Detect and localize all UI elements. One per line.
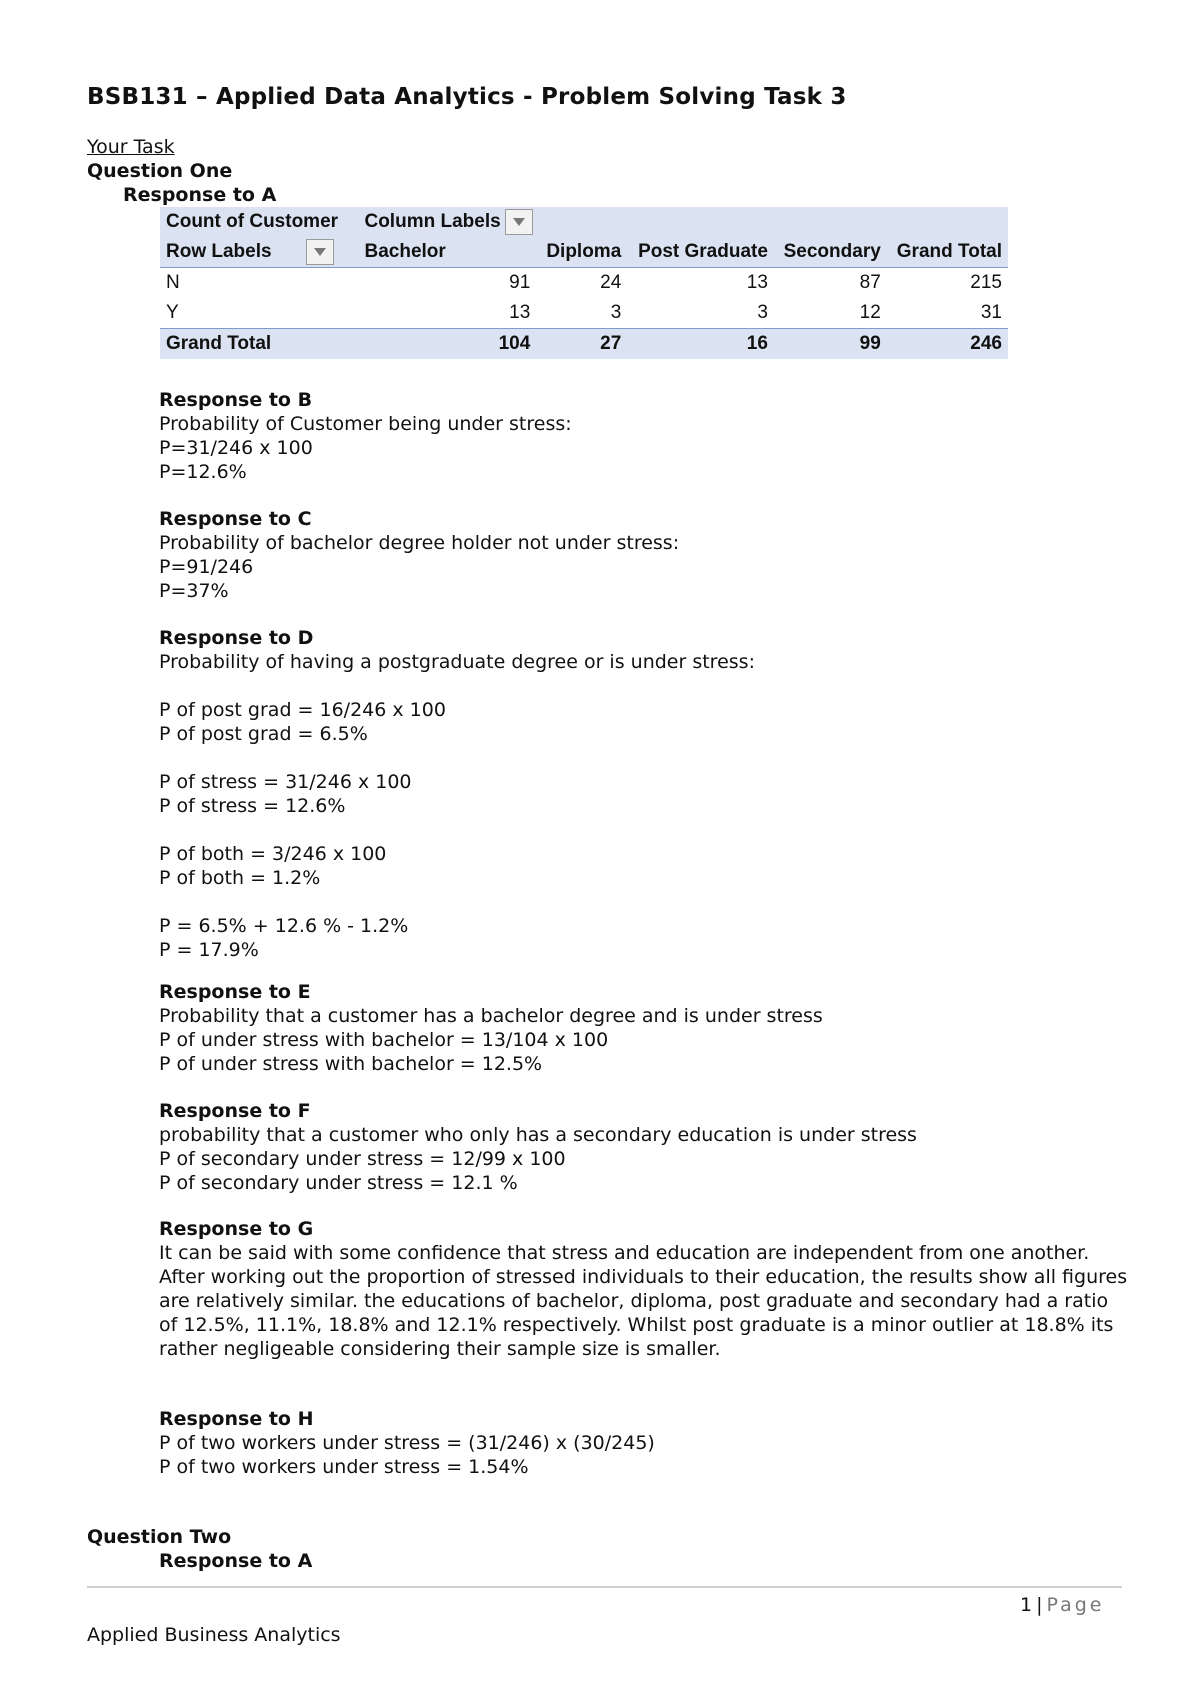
footer-divider [87, 1586, 1122, 1588]
pivot-cell: 12 [859, 302, 881, 323]
pivot-row-label: Y [166, 302, 179, 323]
response-g [159, 1217, 1129, 1361]
pivot-row-label: N [166, 272, 180, 293]
q1-response-a-heading: Response to A [123, 184, 277, 206]
pivot-row [160, 268, 1008, 299]
response-line: P of both = 1.2% [159, 867, 321, 889]
row-filter-dropdown-icon[interactable] [306, 239, 334, 265]
pivot-table [160, 207, 1008, 359]
pivot-cell: 3 [610, 302, 622, 323]
pivot-corner: Count of Customer [160, 207, 358, 237]
question-two-heading: Question Two [87, 1526, 232, 1548]
pivot-cell: 31 [980, 302, 1002, 323]
pivot-row-labels: Row Labels [160, 237, 358, 268]
pivot-cell: 3 [757, 302, 768, 323]
footer-text: Applied Business Analytics [87, 1624, 341, 1646]
pivot-col-header: Secondary [774, 237, 887, 268]
response-line: P = 6.5% + 12.6 % - 1.2% [159, 915, 409, 937]
response-line: P=37% [159, 580, 229, 602]
response-line: P=91/246 [159, 556, 254, 578]
document-title: BSB131 – Applied Data Analytics - Problem Solving Task 3 [87, 84, 847, 110]
response-heading: Response to B [159, 389, 313, 411]
response-line: P of both = 3/246 x 100 [159, 843, 387, 865]
pivot-column-labels: Column Labels [358, 207, 627, 237]
response-b [159, 388, 572, 484]
response-line: P of two workers under stress = 1.54% [159, 1456, 529, 1478]
response-heading: Response to E [159, 981, 311, 1003]
pivot-cell: 13 [746, 272, 768, 293]
response-line: Probability of having a postgraduate degree or is under stress: [159, 651, 755, 673]
pivot-cell: 91 [509, 272, 531, 293]
response-line: P = 17.9% [159, 939, 259, 961]
response-line: P=12.6% [159, 461, 247, 483]
response-heading: Response to C [159, 508, 312, 530]
pivot-col-header: Bachelor [358, 237, 536, 268]
response-heading: Response to G [159, 1218, 314, 1240]
response-line: P of secondary under stress = 12/99 x 100 [159, 1148, 566, 1170]
pivot-cell: 24 [600, 272, 622, 293]
response-line: P of under stress with bachelor = 13/104 x 100 [159, 1029, 609, 1051]
q2-response-a-heading: Response to A [159, 1550, 313, 1572]
pivot-row [160, 298, 1008, 329]
response-line: P of stress = 31/246 x 100 [159, 771, 412, 793]
response-heading: Response to F [159, 1100, 311, 1122]
response-line: Probability of Customer being under stress: [159, 413, 572, 435]
response-line: P of secondary under stress = 12.1 % [159, 1172, 518, 1194]
your-task-heading: Your Task [87, 136, 175, 158]
pivot-col-header: Post Graduate [627, 237, 774, 268]
pivot-grand-total-row [160, 329, 1008, 360]
column-filter-dropdown-icon[interactable] [505, 209, 533, 235]
response-line: probability that a customer who only has a secondary education is under stress [159, 1124, 917, 1146]
page-number: 1 | Page [1020, 1594, 1105, 1616]
response-line: P of under stress with bachelor = 12.5% [159, 1053, 543, 1075]
pivot-row-label: Grand Total [160, 329, 358, 360]
response-line: P of post grad = 16/246 x 100 [159, 699, 446, 721]
response-heading: Response to D [159, 627, 314, 649]
response-paragraph: It can be said with some confidence that stress and education are independent from one another. After working out the proportion of stressed individuals to their education, the results show all figures are relatively similar. the educations of bachelor, diploma, post graduate and secondary had a ratio of 12.5%, 11.1%, 18.8% and 12.1% respectively. Whilst post graduate is a minor outlier at 18.8% its rather negligeable considering their sample size is smaller. [159, 1242, 1128, 1360]
pivot-col-header: Grand Total [887, 237, 1008, 268]
pivot-cell: 27 [536, 329, 627, 360]
pivot-cell: 16 [627, 329, 774, 360]
pivot-cell: 99 [774, 329, 887, 360]
response-e [159, 980, 823, 1076]
pivot-cell: 87 [859, 272, 881, 293]
pivot-col-header: Diploma [536, 237, 627, 268]
pivot-cell: 13 [509, 302, 531, 323]
response-line: P=31/246 x 100 [159, 437, 313, 459]
response-line: Probability that a customer has a bachelor degree and is under stress [159, 1005, 823, 1027]
question-one-heading: Question One [87, 160, 233, 182]
response-line: P of two workers under stress = (31/246) x (30/245) [159, 1432, 655, 1454]
response-d [159, 626, 755, 962]
response-c [159, 507, 679, 603]
response-f [159, 1099, 917, 1195]
response-line: P of stress = 12.6% [159, 795, 346, 817]
response-h [159, 1407, 655, 1479]
pivot-cell: 104 [358, 329, 536, 360]
pivot-cell: 246 [887, 329, 1008, 360]
response-line: Probability of bachelor degree holder not under stress: [159, 532, 680, 554]
response-heading: Response to H [159, 1408, 314, 1430]
response-line: P of post grad = 6.5% [159, 723, 368, 745]
pivot-cell: 215 [970, 272, 1002, 293]
